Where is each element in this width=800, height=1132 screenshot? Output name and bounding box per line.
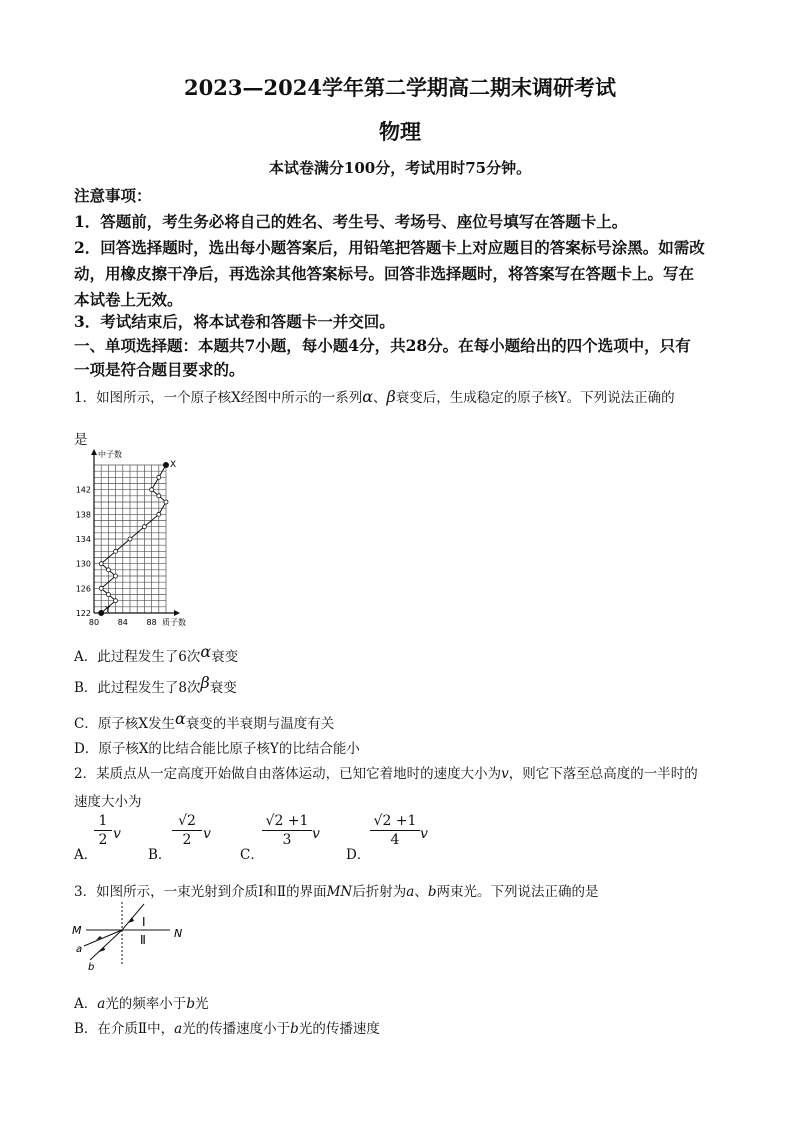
q3-option-a bbox=[74, 992, 208, 1012]
x-tick-label: 84 bbox=[117, 618, 128, 627]
q3-option-a-text: 光的频率小于 bbox=[105, 996, 187, 1012]
fraction-denominator: 3 bbox=[282, 832, 292, 848]
q3-stem-text-3: 两束光。下列说法正确的是 bbox=[436, 884, 599, 900]
ray-b-label: b bbox=[427, 884, 437, 900]
notice-item-3: 3．考试结束后，将本试卷和答题卡一并交回。 bbox=[74, 312, 395, 331]
q2-stem-text: 2．某质点从一定高度开始做自由落体运动，已知它着地时的速度大小为 bbox=[74, 766, 502, 782]
label-a: a bbox=[76, 944, 83, 955]
velocity-symbol: v bbox=[203, 826, 211, 842]
ray-a-label: a bbox=[406, 884, 415, 900]
ray-a-label: a bbox=[174, 1021, 183, 1037]
decay-point bbox=[106, 593, 110, 597]
section-heading-line-2: 一项是符合题目要求的。 bbox=[74, 360, 245, 379]
fraction-denominator: 4 bbox=[390, 832, 400, 848]
q1-option-a-text-end: 衰变 bbox=[211, 649, 239, 665]
y-tick-label: 138 bbox=[75, 510, 91, 520]
q3-option-b-label: B．在介质Ⅱ中， bbox=[74, 1021, 175, 1037]
q1-option-b-text: B．此过程发生了8次 bbox=[74, 680, 201, 696]
q3-option-b-text: 光的传播速度小于 bbox=[182, 1021, 291, 1037]
q1-option-c-text-end: 衰变的半衰期与温度有关 bbox=[185, 716, 335, 732]
nucleus-y-label: Y bbox=[105, 605, 111, 614]
y-tick-label: 122 bbox=[75, 609, 91, 618]
q3-stem-text-2: 后折射为 bbox=[352, 884, 407, 900]
alpha-symbol: α bbox=[174, 709, 186, 728]
q1-option-d: D．原子核X的比结合能比原子核Y的比结合能小 bbox=[74, 741, 360, 757]
q2-stem bbox=[74, 762, 698, 782]
incident-ray-arrow bbox=[128, 917, 134, 923]
decay-point bbox=[128, 537, 132, 541]
label-m: M bbox=[72, 924, 82, 937]
q2-stem-line-2: 速度大小为 bbox=[74, 794, 142, 810]
x-tick-label: 88 bbox=[146, 618, 157, 627]
beta-symbol: β bbox=[386, 387, 396, 406]
incident-ray bbox=[122, 904, 144, 930]
decay-point bbox=[114, 599, 118, 603]
q2-option-a-fraction bbox=[94, 813, 112, 848]
fraction-bar bbox=[370, 830, 420, 831]
decay-point bbox=[106, 568, 110, 572]
q1-stem-separator: 、 bbox=[373, 390, 387, 406]
interface-label: MN bbox=[326, 884, 353, 900]
alpha-symbol: α bbox=[362, 387, 374, 406]
decay-point bbox=[142, 525, 146, 529]
q2-option-a-label: A． bbox=[74, 847, 98, 863]
notice-item-2-line-1: 2．回答选择题时，选出每小题答案后，用铅笔把答题卡上对应题目的答案标号涂黑。如需改 bbox=[74, 238, 705, 257]
decay-point bbox=[157, 494, 161, 498]
q3-option-b bbox=[74, 1017, 380, 1037]
label-n: N bbox=[174, 927, 182, 940]
q3-option-a-text-end: 光 bbox=[194, 996, 209, 1012]
exam-title: 2023—2024学年第二学期高二期末调研考试 bbox=[184, 75, 616, 100]
nucleus-x-point bbox=[163, 462, 168, 467]
q3-option-b-text-end: 光的传播速度 bbox=[298, 1021, 380, 1037]
velocity-symbol: v bbox=[113, 826, 121, 842]
q2-option-c-fraction bbox=[262, 813, 312, 848]
exam-info: 本试卷满分100分，考试用时75分钟。 bbox=[268, 159, 532, 177]
q1-stem-line-2: 是 bbox=[74, 432, 88, 448]
decay-point bbox=[99, 586, 103, 590]
ray-b-label: b bbox=[186, 996, 195, 1012]
y-tick-label: 126 bbox=[75, 584, 91, 594]
y-axis-label: 中子数 bbox=[98, 450, 122, 459]
q3-refraction-diagram bbox=[72, 900, 182, 972]
q2-option-b-label: B． bbox=[148, 847, 172, 863]
notice-item-2-line-3: 本试卷上无效。 bbox=[74, 290, 183, 309]
q1-option-b bbox=[74, 673, 237, 696]
label-medium-2: Ⅱ bbox=[140, 933, 146, 947]
q3-stem-text: 3．如图所示，一束光射到介质Ⅰ和Ⅱ的界面 bbox=[74, 884, 327, 900]
decay-point bbox=[157, 512, 161, 516]
ray-b-arrow bbox=[99, 947, 105, 952]
y-tick-label: 130 bbox=[75, 559, 91, 569]
label-b: b bbox=[88, 962, 95, 972]
q1-option-a bbox=[74, 642, 239, 665]
ray-b-label: b bbox=[290, 1021, 299, 1037]
fraction-bar bbox=[172, 830, 202, 831]
y-tick-label: 134 bbox=[75, 535, 91, 544]
q3-option-a-label: A． bbox=[74, 996, 98, 1012]
section-heading-line-1: 一、单项选择题：本题共7小题，每小题4分，共28分。在每小题给出的四个选项中，只有 bbox=[74, 336, 691, 355]
q2-option-d-fraction bbox=[370, 813, 420, 848]
alpha-symbol: α bbox=[200, 642, 212, 661]
ray-a-label: a bbox=[97, 996, 106, 1012]
velocity-symbol: v bbox=[501, 766, 509, 782]
decay-point bbox=[150, 488, 154, 492]
q1-option-c bbox=[74, 709, 335, 732]
fraction-numerator: 1 bbox=[98, 813, 108, 829]
q1-option-b-text-end: 衰变 bbox=[209, 680, 237, 696]
fraction-denominator: 2 bbox=[98, 832, 108, 848]
q1-option-a-text: A．此过程发生了6次 bbox=[74, 649, 201, 665]
q2-option-b-fraction bbox=[172, 813, 202, 848]
y-axis-arrow bbox=[91, 449, 97, 455]
q2-stem-text-end: ，则它下落至总高度的一半时的 bbox=[508, 766, 698, 782]
velocity-symbol: v bbox=[420, 826, 428, 842]
subject-title: 物理 bbox=[379, 119, 421, 144]
velocity-symbol: v bbox=[312, 826, 320, 842]
fraction-denominator: 2 bbox=[182, 832, 192, 848]
beta-symbol: β bbox=[200, 673, 210, 692]
y-tick-label: 142 bbox=[75, 485, 91, 495]
q1-decay-chart bbox=[74, 445, 204, 633]
nucleus-x-label: X bbox=[170, 460, 177, 470]
notice-item-1: 1．答题前，考生务必将自己的姓名、考生号、考场号、座位号填写在答题卡上。 bbox=[74, 212, 628, 231]
notice-heading: 注意事项： bbox=[74, 186, 152, 205]
fraction-bar bbox=[262, 830, 312, 831]
label-medium-1: Ⅰ bbox=[142, 915, 146, 929]
nucleus-y-point bbox=[99, 610, 104, 615]
fraction-bar bbox=[94, 830, 112, 831]
fraction-numerator: √2 +1 bbox=[265, 813, 309, 829]
q1-option-c-text: C．原子核X发生 bbox=[74, 716, 175, 732]
decay-point bbox=[114, 574, 118, 578]
notice-item-2-line-2: 动，用橡皮擦干净后，再选涂其他答案标号。回答非选择题时，将答案写在答题卡上。写在 bbox=[74, 264, 695, 283]
q1-stem-part-a: 1．如图所示，一个原子核X经图中所示的一系列 bbox=[74, 390, 363, 406]
x-tick-label: 80 bbox=[88, 618, 100, 627]
refracted-ray-b bbox=[90, 930, 122, 960]
decay-point bbox=[99, 562, 103, 566]
q3-stem-separator: 、 bbox=[414, 884, 428, 900]
x-axis-label: 质子数 bbox=[162, 618, 186, 627]
x-axis-arrow bbox=[174, 610, 180, 616]
decay-point bbox=[114, 549, 118, 553]
decay-point bbox=[164, 500, 168, 504]
decay-point bbox=[157, 475, 161, 479]
fraction-numerator: √2 +1 bbox=[373, 813, 417, 829]
q2-option-c-label: C． bbox=[240, 847, 264, 863]
refracted-ray-a bbox=[84, 930, 122, 946]
fraction-numerator: √2 bbox=[178, 813, 196, 829]
q1-stem bbox=[74, 386, 675, 406]
q2-option-d-label: D． bbox=[346, 847, 371, 863]
q1-stem-part-b: 衰变后，生成稳定的原子核Y。下列说法正确的 bbox=[395, 390, 675, 406]
q3-stem bbox=[74, 880, 598, 900]
